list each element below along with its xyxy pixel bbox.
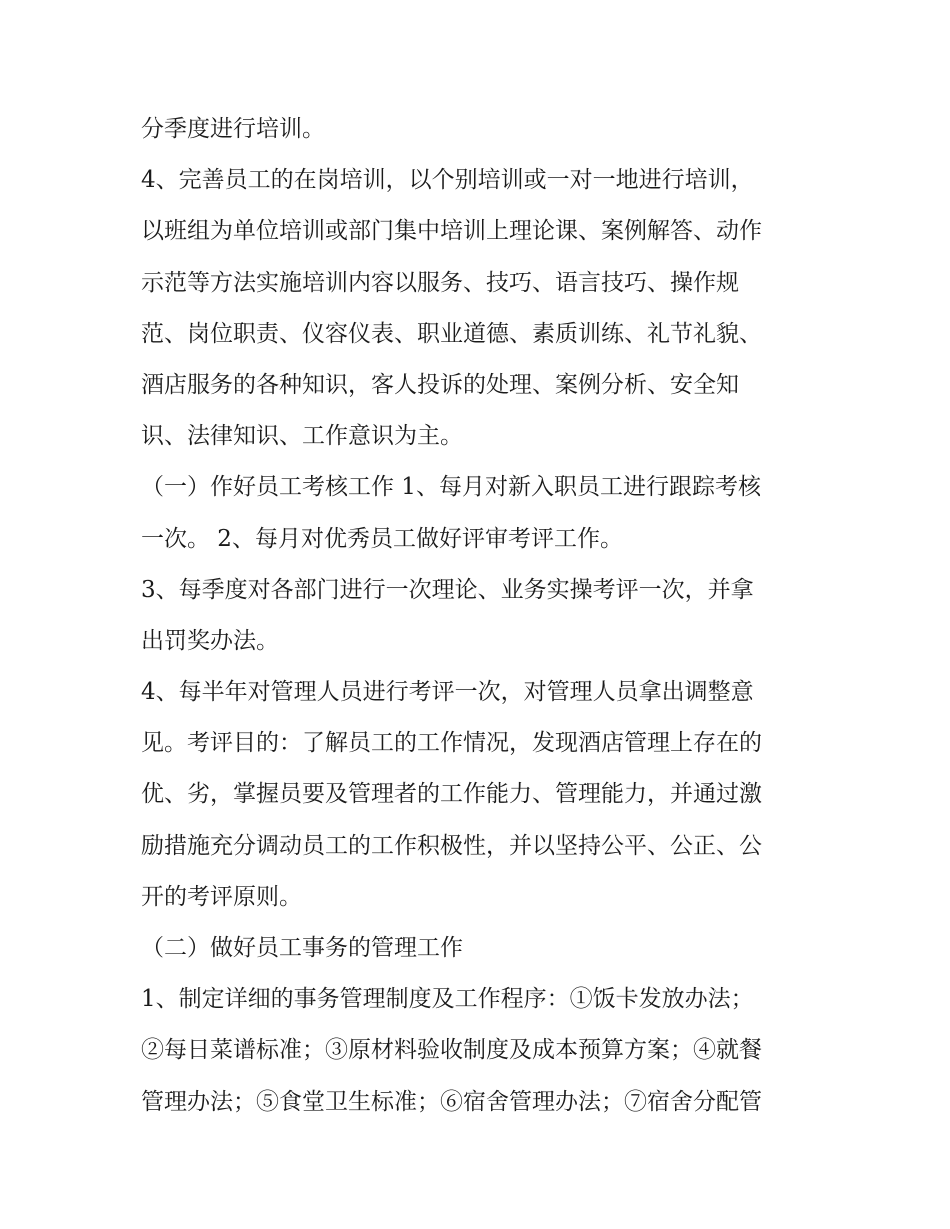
- text-line: 优、劣，掌握员要及管理者的工作能力、管理能力，并通过激: [141, 781, 762, 808]
- text-line: 3、每季度对各部门进行一次理论、业务实操考评一次，并拿: [141, 576, 754, 603]
- text-line: 1、制定详细的事务管理制度及工作程序：①饭卡发放办法；: [141, 986, 754, 1013]
- text-line: 分季度进行培训。: [141, 116, 325, 142]
- document-body: [141, 104, 821, 1128]
- text-line: 一次。 2、每月对优秀员工做好评审考评工作。: [141, 525, 623, 552]
- text-line: 励措施充分调动员工的工作积极性，并以坚持公平、公正、公: [141, 832, 762, 859]
- text-line: 见。考评目的：了解员工的工作情况，发现酒店管理上存在的: [141, 730, 762, 757]
- text-line: 示范等方法实施培训内容以服务、技巧、语言技巧、操作规: [141, 269, 739, 296]
- text-line: 管理办法；⑤食堂卫生标准；⑥宿舍管理办法；⑦宿舍分配管: [141, 1088, 762, 1115]
- text-line: 4、完善员工的在岗培训，以个别培训或一对一地进行培训，: [141, 167, 754, 194]
- text-line: 出罚奖办法。: [141, 627, 279, 654]
- text-line: 酒店服务的各种知识，客人投诉的处理、案例分析、安全知: [141, 371, 739, 398]
- text-line: 4、每半年对管理人员进行考评一次，对管理人员拿出调整意: [141, 679, 754, 706]
- text-line: 开的考评原则。: [141, 883, 302, 910]
- text-line: ②每日菜谱标准；③原材料验收制度及成本预算方案；④就餐: [141, 1037, 762, 1064]
- text-line: 以班组为单位培训或部门集中培训上理论课、案例解答、动作: [141, 218, 762, 245]
- text-line: 识、法律知识、工作意识为主。: [141, 423, 463, 450]
- text-line: （一）作好员工考核工作 1、每月对新入职员工进行跟踪考核: [141, 474, 761, 501]
- text-line: 范、岗位职责、仪容仪表、职业道德、素质训练、礼节礼貌、: [141, 320, 762, 347]
- text-line: （二）做好员工事务的管理工作: [141, 935, 463, 961]
